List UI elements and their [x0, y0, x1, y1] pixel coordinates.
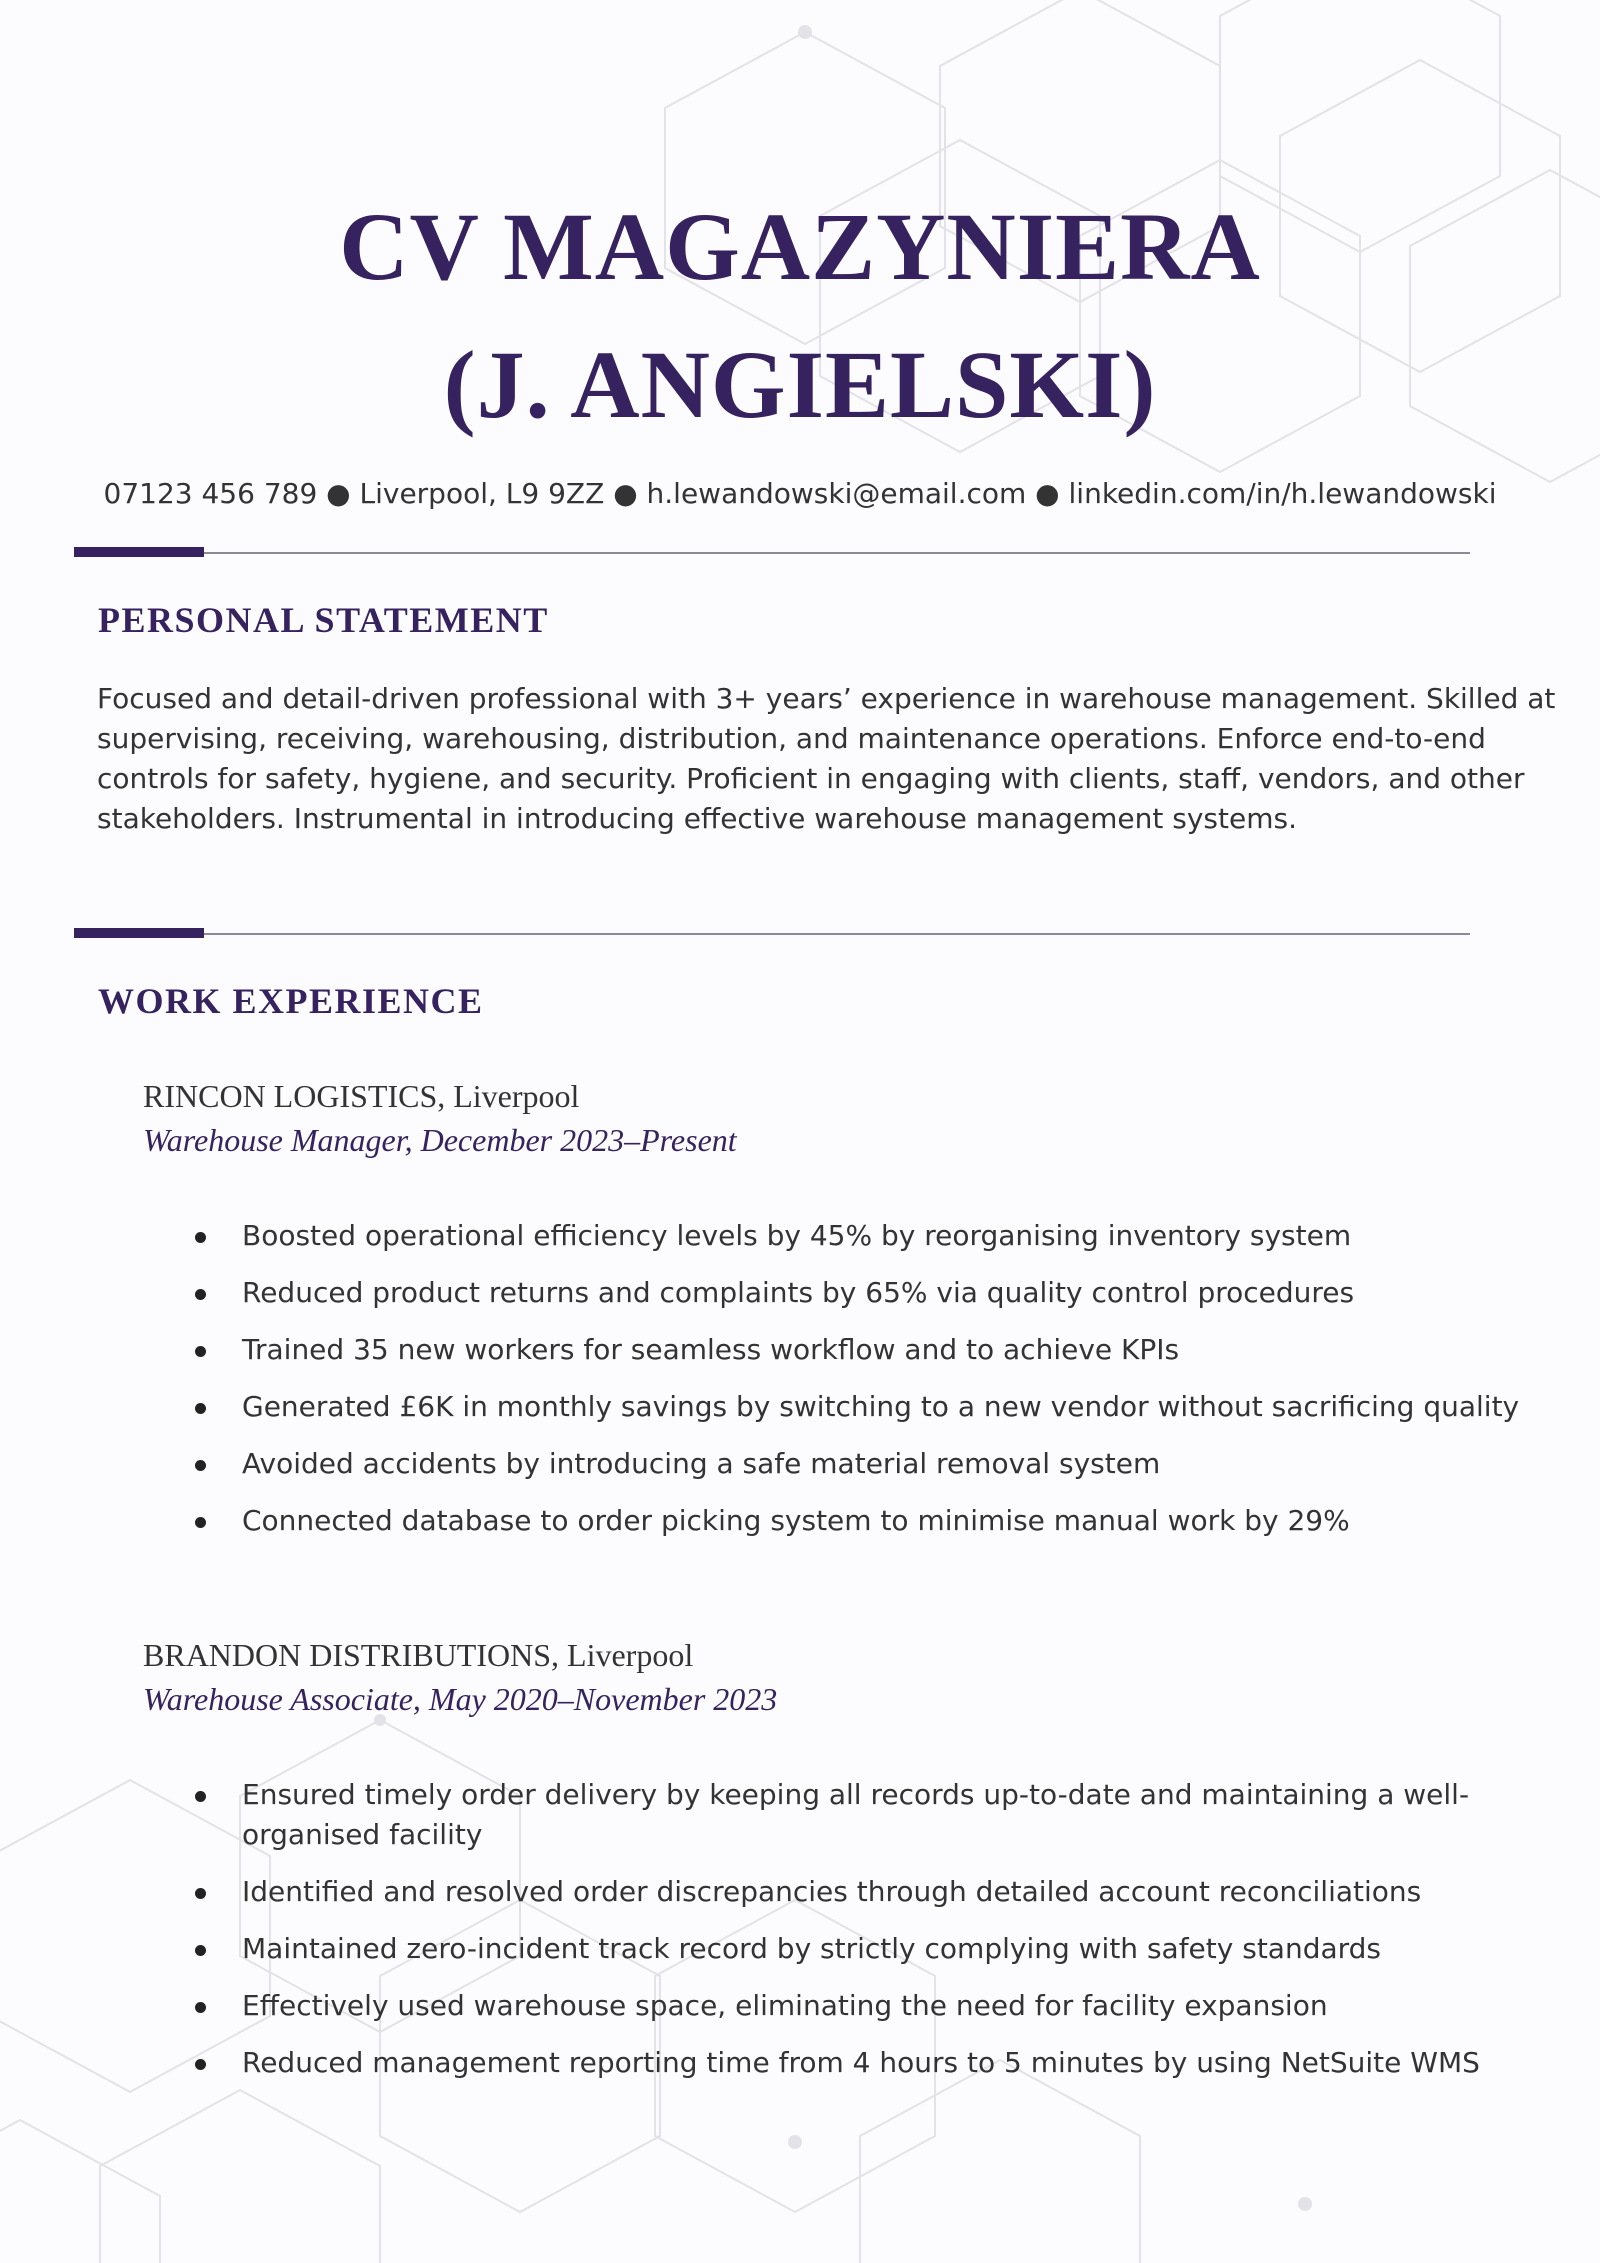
work-experience-heading: WORK EXPERIENCE: [98, 981, 484, 1021]
job-achievements-list: [0, 1216, 1600, 1558]
bullet-icon: [195, 1460, 206, 1471]
cv-title-line-1: CV MAGAZYNIERA: [339, 193, 1261, 300]
bullet-icon: [195, 1888, 206, 1899]
statement-line: controls for safety, hygiene, and security. Proficient in engaging with clients, staff, vendors, and other: [97, 762, 1525, 795]
list-item: Connected database to order picking system to minimise manual work by 29%: [0, 1501, 1600, 1541]
statement-line: stakeholders. Instrumental in introducing effective warehouse management systems.: [97, 802, 1297, 835]
bullet-icon: [195, 1403, 206, 1414]
list-item: Effectively used warehouse space, eliminating the need for facility expansion: [0, 1986, 1600, 2026]
personal-statement-text: [97, 679, 1556, 839]
cv-title: [0, 178, 1600, 454]
list-item: Maintained zero-incident track record by strictly complying with safety standards: [0, 1929, 1600, 1969]
list-item: Boosted operational efficiency levels by 45% by reorganising inventory system: [0, 1216, 1600, 1256]
list-item: Ensured timely order delivery by keeping all records up-to-date and maintaining a well- organised facility: [0, 1775, 1600, 1855]
section-divider: [74, 928, 1470, 940]
job-role: Warehouse Manager, December 2023–Present: [143, 1122, 737, 1158]
bullet-icon: [195, 1289, 206, 1300]
bullet-icon: [195, 1517, 206, 1528]
bullet-icon: [195, 1346, 206, 1357]
job-company: BRANDON DISTRIBUTIONS, Liverpool: [143, 1637, 694, 1673]
section-divider: [74, 547, 1470, 559]
list-item: Identified and resolved order discrepancies through detailed account reconciliations: [0, 1872, 1600, 1912]
cv-title-line-2: (J. ANGIELSKI): [443, 331, 1157, 438]
bullet-icon: [195, 1232, 206, 1243]
list-item: Reduced product returns and complaints by 65% via quality control procedures: [0, 1273, 1600, 1313]
statement-line: Focused and detail-driven professional with 3+ years’ experience in warehouse management. Skilled at: [97, 682, 1556, 715]
list-item: Trained 35 new workers for seamless workflow and to achieve KPIs: [0, 1330, 1600, 1370]
statement-line: supervising, receiving, warehousing, distribution, and maintenance operations. Enforce end-to-end: [97, 722, 1486, 755]
list-item: Avoided accidents by introducing a safe material removal system: [0, 1444, 1600, 1484]
job-company: RINCON LOGISTICS, Liverpool: [143, 1078, 580, 1114]
job-role: Warehouse Associate, May 2020–November 2023: [143, 1681, 778, 1717]
list-item: Generated £6K in monthly savings by switching to a new vendor without sacrificing quality: [0, 1387, 1600, 1427]
bullet-icon: [195, 1791, 206, 1802]
contact-line: 07123 456 789 ● Liverpool, L9 9ZZ ● h.lewandowski@email.com ● linkedin.com/in/h.lewandowski: [103, 477, 1497, 510]
bullet-icon: [195, 1945, 206, 1956]
job-achievements-list: [0, 1775, 1600, 2100]
list-item: Reduced management reporting time from 4 hours to 5 minutes by using NetSuite WMS: [0, 2043, 1600, 2083]
personal-statement-heading: PERSONAL STATEMENT: [98, 600, 549, 640]
bullet-icon: [195, 2059, 206, 2070]
bullet-icon: [195, 2002, 206, 2013]
